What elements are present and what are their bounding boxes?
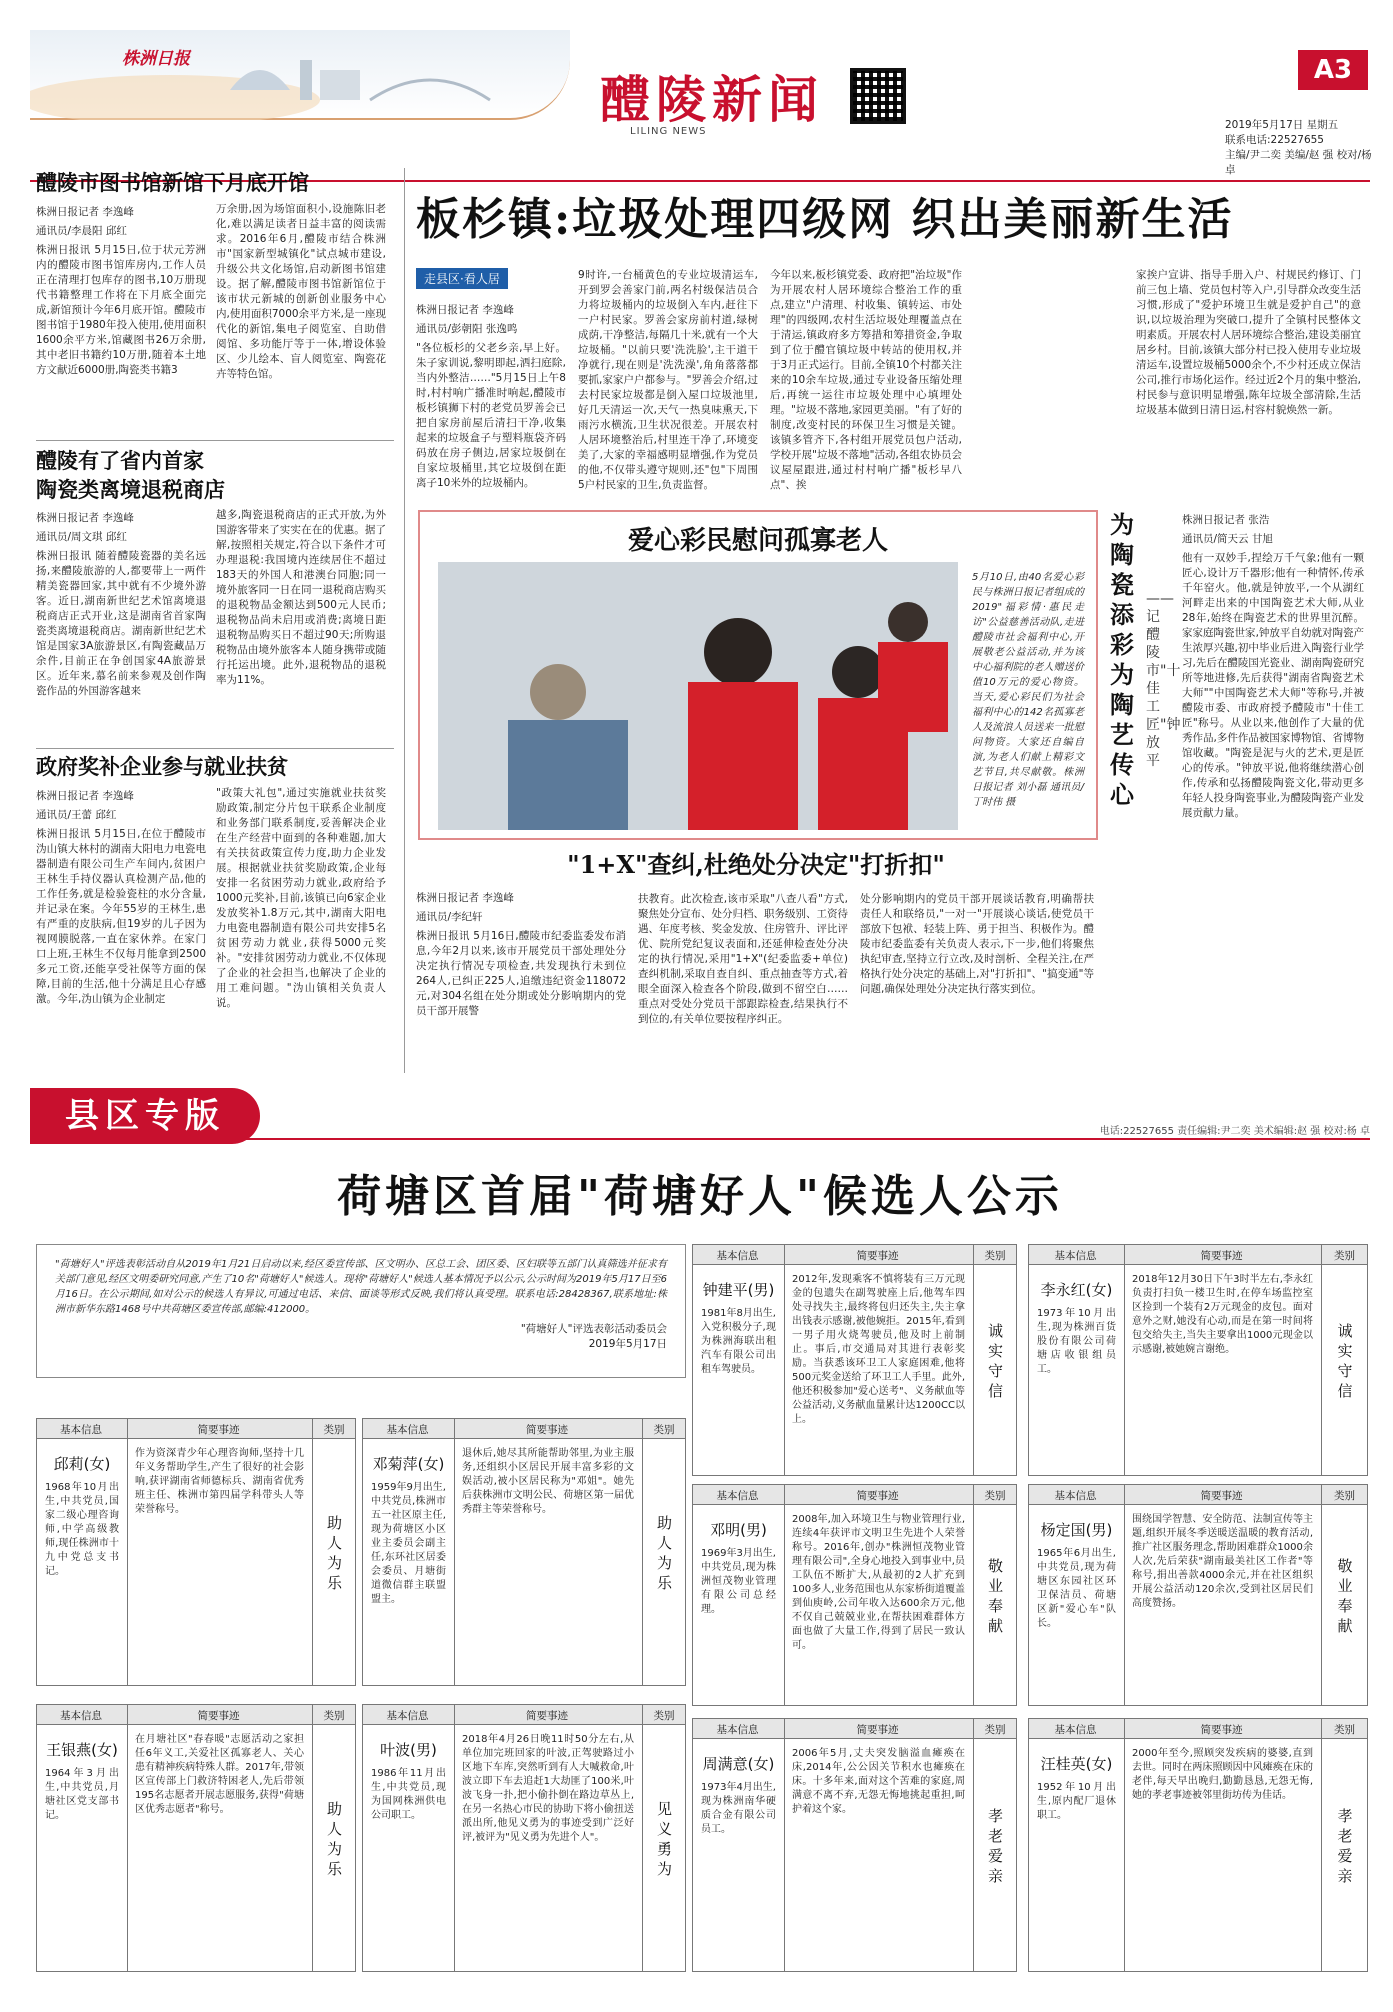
article-body: 株洲日报讯 5月16日,醴陵市纪委监委发布消息,今年2月以来,该市开展党员干部处理处分决定执行情况专项检查,共发现执行未到位264人,已纠正225人,追缴违纪资金118072元,对304名组在处分期或处分影响期内的党员干部开展警: [416, 930, 626, 1017]
table-header: [693, 1245, 1016, 1265]
candidate-name: 邓明(男): [710, 1521, 767, 1539]
table-divider: [1124, 1245, 1125, 1475]
candidate-info: 1952年10月出生,原内配厂退休职工。: [1037, 1782, 1116, 1821]
county-headline: 荷塘区首届"荷塘好人"候选人公示: [337, 1171, 1063, 1222]
candidate-table: [362, 1418, 686, 1686]
table-header: [693, 1719, 1016, 1739]
table-header-cell: 类别: [984, 1490, 1006, 1502]
candidate-category: 助人为乐: [326, 1800, 342, 1878]
article-body: 处分影响期内的党员干部开展谈话教育,明确帮扶责任人和联络员,"一对一"开展谈心谈话,使党员干部放下包袱、轻装上阵、勇于担当、积极作为。醴陵市纪委监委有关负责人表示,下一步,他们将聚焦执纪审查,坚持立行立改,及时剖析、全程关注,在严格执行处分决定的基础上,对"打折扣"、"搞变通"等问题,确保处理处分决定执行落实到位。: [860, 893, 1094, 995]
article-body: 家挨户宣讲、指导手册入户、村规民约修订、门前三包上墙、党员包村等入户,引导群众改变生活习惯,形成了"爱护环境卫生就是爱护自己"的意识,以垃圾治理为突破口,提升了全镇村民整体文明素质。开展农村人居环境综合整治,建设美丽宜居乡村。目前,该镇大部分村已投入使用专业垃圾清运车,设置垃圾桶5000余个,不少村还成立保洁公司,推行市场化运作。经过近2个月的集中整治,村民参与意识明显增强,陈年垃圾全部清除,生活垃圾基本做到日清日运,村容村貌焕然一新。: [1136, 269, 1361, 416]
table-header-cell: 简要事迹: [526, 1710, 568, 1722]
candidate-deed: 作为资深青少年心理咨询师,坚持十几年义务帮助学生,产生了很好的社会影响,获评湖南省师德标兵、湖南省优秀班主任、株洲市第四届学科带头人等荣誉称号。: [135, 1448, 304, 1515]
table-divider: [454, 1419, 455, 1685]
section-contact: 电话:22527655 责任编辑:尹二奕 美术编辑:赵 强 校对:杨 卓: [1099, 1126, 1370, 1137]
table-header: [37, 1705, 355, 1725]
article-title: 为陶瓷添彩 为陶艺传心: [1110, 510, 1134, 809]
table-header-cell: 类别: [1334, 1724, 1355, 1736]
candidate-name: 杨定国(男): [1040, 1521, 1113, 1539]
article-body: 株洲日报讯 5月15日,位于状元芳洲内的醴陵市图书馆库房内,工作人员正在清理打包库存的图书,10万册现代书籍整理工作将在下月底全面完成,新馆预计今年6月底开馆。醴陵市图书馆于1980年投入使用,使用面积1600余平方米,馆藏图书26万余册,其中老旧书籍约10万册,随着本土地方文献近6000册,陶瓷类书籍3: [36, 244, 206, 376]
candidate-info: 1969年3月出生,中共党员,现为株洲恒茂物业管理有限公司总经理。: [701, 1548, 776, 1615]
section-banner: 县区专版: [30, 1088, 260, 1144]
table-divider: [1321, 1485, 1322, 1705]
table-divider: [784, 1485, 785, 1705]
section-tag: 走县区·看人居: [416, 268, 508, 289]
table-header: [1029, 1719, 1367, 1739]
table-divider: [784, 1245, 785, 1475]
byline-correspondent: 通讯员/简天云 甘旭: [1182, 533, 1273, 545]
table-header-cell: 类别: [653, 1424, 675, 1436]
candidate-info: 1964年3月出生,中共党员,月塘社区党支部书记。: [45, 1768, 119, 1821]
table-header-cell: 基本信息: [716, 1490, 759, 1502]
article-body: 万余册,因为场馆面积小,设施陈旧老化,难以满足读者日益丰富的阅读需求。2016年6月,醴陵市结合株洲市"国家新型城镇化"试点城市建设,升级公共文化场馆,启动新图书馆建设。据了解,醴陵市图书馆新馆位于该市状元新城的创新创业服务中心内,使用面积7000余平方米,是一座现代化的新馆,集电子阅览室、自助借阅馆、多功能厅等于一体,增设体验区、少儿绘本、盲人阅览室、陶瓷花卉等特色馆。: [216, 203, 386, 380]
table-header-cell: 简要事迹: [1200, 1250, 1243, 1262]
table-header-cell: 类别: [984, 1250, 1006, 1262]
charity-photo: [438, 562, 958, 830]
table-divider: [1124, 1719, 1125, 1971]
masthead-info: [1225, 118, 1375, 178]
candidate-deed: 2012年,发现乘客不慎将装有三万元现金的包遗失在副驾驶座上后,他驾车四处寻找失主,最终将包归还失主,失主拿出钱表示感谢,被他婉拒。2015年,看到一男子用火烧驾驶员,他及时上前制止。事后,市交通局对其进行表彰奖励。当获悉该环卫工人家庭困难,他将500元奖金送给了环卫工人手里。此外,他还积极参加"爱心送考"、义务献血等公益活动,义务献血量累计达1200CC以上。: [792, 1274, 965, 1425]
table-divider: [1124, 1485, 1125, 1705]
candidate-table: [362, 1704, 686, 1972]
table-header: [363, 1705, 685, 1725]
article-title: 醴陵市图书馆新馆下月底开馆: [36, 170, 309, 195]
candidate-info: 1981年8月出生,入党积极分子,现为株洲海联出租汽车有限公司出租车驾驶员。: [701, 1308, 776, 1375]
table-divider: [454, 1705, 455, 1971]
table-header-cell: 简要事迹: [856, 1490, 899, 1502]
candidate-table: [36, 1704, 356, 1972]
table-header-cell: 简要事迹: [856, 1724, 899, 1736]
banshan-headline-area: [416, 192, 1366, 252]
table-divider: [642, 1419, 643, 1685]
candidate-deed: 2006年5月,丈夫突发脑溢血瘫痪在床,2014年,公公因关节积水也瘫痪在床。十多年来,面对这个苦难的家庭,周满意不离不弃,无怨无悔地挑起重担,呵护着这个家。: [792, 1748, 965, 1815]
article-title: 醴陵有了省内首家 陶瓷类离境退税商店: [36, 448, 225, 502]
candidate-category: 助人为乐: [656, 1514, 672, 1592]
candidate-name: 邱莉(女): [53, 1455, 111, 1473]
table-header: [363, 1419, 685, 1439]
article-body: 今年以来,板杉镇党委、政府把"治垃圾"作为开展农村人居环境综合整治工作的重点,建立"户清理、村收集、镇转运、市处理"的四级网,农村生活垃圾处理覆盖点在于清运,镇政府多方筹措和筹措资金,争取到了位于醴官镇垃圾中转站的使用权,并于3月正式运行。目前,全镇10个村都关注来的10余车垃圾,通过专业设备压缩处理后,再统一运往市垃圾处理中心填埋处理。"垃圾不落地,家园更美丽。"有了好的制度,改变村民的环保卫生习惯是关键。该镇多管齐下,各村组开展党员包户活动,学校开展"垃圾不落地"活动,各组农协员会议屋屋跟进,通过村村响广播"板杉早八点"、挨: [770, 269, 962, 491]
table-divider: [1321, 1245, 1322, 1475]
candidate-table: [692, 1484, 1017, 1706]
column-divider: [404, 168, 405, 1073]
article-oneplusx: [416, 848, 1096, 1070]
candidate-name: 周满意(女): [702, 1755, 775, 1773]
article-library: [36, 168, 394, 438]
masthead: [30, 30, 1370, 180]
byline-reporter: 株洲日报记者 张浩: [1182, 514, 1270, 526]
newspaper-logo: 株洲日报: [122, 49, 190, 69]
issue-date: 2019年5月17日 星期五: [1225, 119, 1339, 131]
table-header: [37, 1419, 355, 1439]
article-charity: [418, 510, 1098, 840]
table-header-cell: 简要事迹: [197, 1424, 240, 1436]
table-divider: [127, 1705, 128, 1971]
article-employment: [36, 752, 394, 1070]
divider: [36, 440, 394, 441]
candidate-category: 孝老爱亲: [1337, 1807, 1353, 1885]
candidate-deed: 2000年至今,照顾突发疾病的婆婆,直到去世。同时在两床照顾因中风瘫痪在床的老伴,每天早出晚归,勤勤恳恳,无怨无悔,她的孝老事迹被邻里街坊传为佳话。: [1132, 1748, 1313, 1801]
candidate-table: [1028, 1244, 1368, 1476]
table-header-cell: 基本信息: [1054, 1250, 1097, 1262]
article-title: 爱心彩民慰问孤寡老人: [627, 526, 888, 556]
table-header-cell: 基本信息: [716, 1250, 759, 1262]
table-header-cell: 基本信息: [1054, 1490, 1097, 1502]
table-header-cell: 类别: [323, 1710, 345, 1722]
candidate-info: 1973年4月出生,现为株洲南华硬质合金有限公司员工。: [701, 1782, 776, 1835]
skyline-illustration: [30, 30, 570, 120]
article-body: 株洲日报讯 5月15日,在位于醴陵市沩山镇大林村的湖南大阳电力电瓷电器制造有限公司生产车间内,贫困户王林生手持仪器认真检测产品,他的工作任务,就是检验瓷柱的水分含量,并记录在案。今年55岁的王林生,患有严重的皮肤病,但19岁的儿子因为视网膜脱落,一直在家休养。在家门口上班,王林生不仅每月能拿到2500多元工资,还能享受社保等方面的保障,目前的生活,他十分满足且心存感激。今年,沩山镇为企业制定: [36, 828, 206, 1005]
table-divider: [642, 1705, 643, 1971]
candidate-category: 助人为乐: [326, 1514, 342, 1592]
masthead-subtitle: LILING NEWS: [630, 126, 707, 137]
table-header-cell: 简要事迹: [1200, 1724, 1243, 1736]
contact-phone: 联系电话:22527655: [1225, 134, 1324, 146]
qr-code-icon: [850, 68, 906, 124]
table-header-cell: 基本信息: [386, 1424, 429, 1436]
table-header-cell: 简要事迹: [526, 1424, 568, 1436]
byline-reporter: 株洲日报记者 李逸峰: [36, 206, 134, 218]
article-title: "1+X"查纠,杜绝处分决定"打折扣": [567, 850, 945, 879]
candidate-table: [36, 1418, 356, 1686]
article-title: 政府奖补企业参与就业扶贫: [36, 754, 288, 779]
candidate-name: 李永红(女): [1040, 1281, 1113, 1299]
candidate-category: 诚实守信: [1337, 1322, 1353, 1400]
notice-date: 2019年5月17日: [588, 1338, 667, 1350]
candidate-info: 1968年10月出生,中共党员,国家二级心理咨询师,中学高级教师,现任株洲市十九中党总支书记。: [45, 1482, 119, 1577]
byline-reporter: 株洲日报记者 李逸峰: [36, 790, 134, 802]
table-header-cell: 类别: [1334, 1490, 1355, 1502]
candidate-table: [692, 1718, 1017, 1972]
candidate-table: [1028, 1718, 1368, 1972]
candidate-name: 邓菊萍(女): [372, 1455, 445, 1473]
byline-reporter: 株洲日报记者 李逸峰: [416, 892, 514, 904]
lead-headline: 板杉镇:垃圾处理四级网 织出美丽新生活: [416, 194, 1234, 245]
table-header-cell: 简要事迹: [197, 1710, 240, 1722]
masthead-title: 醴陵新闻: [600, 70, 824, 129]
candidate-category: 孝老爱亲: [987, 1807, 1003, 1885]
candidate-info: 1973年10月出生,现为株洲百货股份有限公司荷塘店收银组员工。: [1037, 1308, 1116, 1375]
candidate-info: 1986年11月出生,中共党员,现为国网株洲供电公司职工。: [371, 1768, 446, 1821]
table-divider: [784, 1719, 785, 1971]
table-divider: [973, 1485, 974, 1705]
notice-signature: "荷塘好人"评选表彰活动委员会: [520, 1323, 667, 1335]
article-taxfree: [36, 446, 394, 746]
masthead-banner: [30, 30, 570, 120]
byline-correspondent: 通讯员/彭朝阳 张逸鸣: [416, 323, 518, 335]
notice-text: "荷塘好人"评选表彰活动自从2019年1月21日启动以来,经区委宣传部、区文明办、区总工会、团区委、区妇联等五部门认真筛选并征求有关部门意见,经区文明委研究同意,产生了10名"荷塘好人"候选人。现将"荷塘好人"候选人基本情况予以公示,公示时间为2019年5月17日至6月16日。在公示期间,如对公示的候选人有异议,可通过电话、来信、面谈等形式反映,我们将认真受理。联系电话:28428367,联系地址:株洲市新华东路1468号中共荷塘区委宣传部,邮编:412000。: [55, 1259, 667, 1315]
candidate-deed: 2018年12月30日下午3时半左右,李永红负责打扫负一楼卫生时,在停车场监控室区捡到一个装有2万元现金的皮包。面对意外之财,她没有心动,而是在第一时间将包交给失主,当失主要拿出1000元现金以示感谢,被她婉言谢绝。: [1132, 1274, 1313, 1355]
table-divider: [127, 1419, 128, 1685]
table-header-cell: 基本信息: [60, 1710, 102, 1722]
byline-reporter: 株洲日报记者 李逸峰: [416, 304, 514, 316]
table-header-cell: 基本信息: [1054, 1724, 1097, 1736]
byline-correspondent: 通讯员/周文琪 邱红: [36, 531, 127, 543]
candidate-info: 1959年9月出生,中共党员,株洲市五一社区原主任,现为荷塘区小区业主委员会副主任,东环社区居委会委员、月塘街道微信群主联盟盟主。: [371, 1482, 446, 1605]
table-header: [1029, 1485, 1367, 1505]
candidate-category: 敬业奉献: [987, 1557, 1003, 1635]
candidate-name: 钟建平(男): [702, 1281, 775, 1299]
divider: [36, 748, 394, 749]
table-divider: [973, 1245, 974, 1475]
table-header-cell: 基本信息: [716, 1724, 759, 1736]
article-body: "各位板杉的父老乡亲,早上好。朱子家训说,黎明即起,洒扫庭除,当内外整洁……"5月15日上午8时,村村响广播准时响起,醴陵市板杉镇狮下村的老党员罗善会已把自家房前屋后清扫干净,收集起来的垃圾盒子与塑料瓶袋齐码码放在房子侧边,居家垃圾倒在自家垃圾桶里,其它垃圾倒在距离子10米外的垃圾桶内。: [416, 342, 566, 489]
candidate-category: 见义勇为: [656, 1800, 672, 1878]
table-divider: [312, 1419, 313, 1685]
page-number: A3: [1298, 50, 1368, 90]
notice-box: [36, 1244, 686, 1378]
photo-caption: 5月10日,由40名爱心彩民与株洲日报记者组成的2019"福彩情·惠民走访"公益慈善活动队,走进醴陵市社会福利中心,开展敬老公益活动,并为该中心福利院的老人赠送价值10万元的爱心物资。当天,爱心彩民们为社会福利中心的142名孤寡老人及流浪人员送来一批慰问物资。大家还自编自演,为老人们献上精彩文艺节目,共尽献敬。株洲日报记者 刘小磊 通讯员/丁时伟 摄: [972, 572, 1084, 808]
table-header-cell: 基本信息: [386, 1710, 429, 1722]
candidate-table: [1028, 1484, 1368, 1706]
article-body: "政策大礼包",通过实施就业扶贫奖励政策,制定分片包干联系企业制度和业务部门联系制度,妥善解决企业在生产经营中面到的各种难题,加大有关扶贫政策宣传力度,助力企业发展。根据就业扶贫奖励政策,企业每安排一名贫困劳动力就业,政府给予1000元奖补,目前,该镇已向6家企业发放奖补1.8万元,其中,湖南大阳电力电瓷电器制造有限公司共安排5名贫困劳动力就业,获得5000元奖补。"安排贫困劳动力就业,不仅体现了企业的社会担当,也解决了企业的用工难问题。"沩山镇相关负责人说。: [216, 787, 386, 1009]
section-rule: [30, 1138, 1370, 1140]
byline-reporter: 株洲日报记者 李逸峰: [36, 512, 134, 524]
table-header-cell: 类别: [984, 1724, 1006, 1736]
byline-correspondent: 通讯员/李晨阳 邱红: [36, 225, 127, 237]
candidate-name: 叶波(男): [380, 1741, 437, 1759]
article-body: 他有一双妙手,捏绘万千气象;他有一颗匠心,设计万千器形;他有一种情怀,传承千年窑火。他,就是钟放平,一个从湖红河畔走出来的中国陶瓷艺术大师,从业28年,始终在陶瓷艺术的世界里沉醉。家家庭陶瓷世家,钟放平自幼就对陶瓷产生浓厚兴趣,初中毕业后进入陶瓷行业学习,先后在醴陵国光瓷业、湖南陶瓷研究所等地进修,先后获得"湖南省陶瓷艺术大师""中国陶瓷艺术大师"等称号,并被醴陵市委、市政府授予醴陵市"十佳工匠"称号。从业以来,他创作了大量的优秀作品,多件作品被国家博物馆、省博物馆收藏。"陶瓷是泥与火的艺术,更是匠心的传承。"钟放平说,他将继续潜心创作,传承和弘扬醴陵陶瓷文化,带动更多年轻人投身陶瓷事业,为醴陵陶瓷产业发展贡献力量。: [1182, 552, 1364, 819]
candidate-name: 汪桂英(女): [1040, 1755, 1113, 1773]
article-body: 9时许,一台桶黄色的专业垃圾清运车,开到罗会善家门前,两名村级保洁员合力将垃圾桶内的垃圾倒入车内,赶往下一户村民家。罗善会家房前村道,绿树成荫,干净整洁,每隔几十米,就有一个大垃圾桶。"以前只要'洗洗脸',主干道干净就行,现在则是'洗洗澡',角角落落都要抓,家家户户都参与。"罗善会介绍,过去村民家垃圾都是倒入屋口垃圾池里,好几天清运一次,天气一热臭味熏天,下雨污水横流,卫生状况很差。开展农村人居环境整治后,村里连干净了,环境变美了,大家的幸福感明显增强,作为党员的他,不仅带头遵守规则,还"包"下周围5户村民家的卫生,负责监督。: [578, 269, 758, 491]
candidate-category: 敬业奉献: [1337, 1557, 1353, 1635]
table-header-cell: 简要事迹: [856, 1250, 899, 1262]
table-header-cell: 类别: [653, 1710, 675, 1722]
byline-correspondent: 通讯员/李纪轩: [416, 911, 483, 923]
candidate-category: 诚实守信: [987, 1322, 1003, 1400]
article-body: 越多,陶瓷退税商店的正式开放,为外国游客带来了实实在在的优惠。据了解,按照相关规定,符合以下条件才可办理退税:我国境内连续居住不超过183天的外国人和港澳台同胞;同一境外旅客同一日在同一退税商店购买的退税物品金额达到500元人民币;退税物品尚未启用或消费;离境日距退税物品购买日不超过90天;所购退税物品由境外旅客本人随身携带或随行托运出境。此外,退税物品的退税率为11%。: [216, 509, 386, 686]
byline-correspondent: 通讯员/王蕾 邱红: [36, 809, 117, 821]
editors-line: 主编/尹二奕 美编/赵 强 校对/杨 卓: [1225, 149, 1372, 176]
table-header-cell: 简要事迹: [1200, 1490, 1243, 1502]
table-header-cell: 基本信息: [60, 1424, 102, 1436]
candidate-deed: 2018年4月26日晚11时50分左右,从单位加完班回家的叶波,正驾驶路过小区地下车库,突然听到有人大喊救命,叶波立即下车去追赶1大劫匪了100米,叶波飞身一扑,把小偷扑倒在路边草丛上,在另一名热心市民的协助下将小偷扭送派出所,他见义勇为的事迹受到广泛好评,被评为"见义勇为先进个人"。: [462, 1734, 634, 1843]
article-subtitle: ——记醴陵市"十佳工匠"钟放平: [1146, 591, 1181, 769]
table-header: [1029, 1245, 1367, 1265]
article-body: 株洲日报讯 随着醴陵瓷器的美名远扬,来醴陵旅游的人,都要带上一两件精美瓷器回家,其中就有不少境外游客。近日,湖南新世纪艺术馆离境退税商店正式开业,这是湖南省首家陶瓷类离境退税商店。湖南新世纪艺术馆是国家3A旅游景区,有陶瓷藏品万余件,目前正在争创国家4A旅游景区。近年来,慕名前来参观及创作陶瓷作品的外国游客越来: [36, 550, 206, 697]
table-header-cell: 类别: [1334, 1250, 1355, 1262]
table-divider: [1321, 1719, 1322, 1971]
candidate-table: [692, 1244, 1017, 1476]
candidate-deed: 2008年,加入环境卫生与物业管理行业,连续4年获评市文明卫生先进个人荣誉称号。2016年,创办"株洲恒茂物业管理有限公司",全身心地投入到事业中,员工队伍不断扩大,从最初的2人扩充到100多人,业务范围也从东家桥街道覆盖到仙庾岭,公司年收入达600余万元,他不仅自己兢兢业业,在帮扶困难群体方面也做了大量工作,得到了居民一致认可。: [792, 1514, 965, 1651]
article-artisan: [1106, 510, 1366, 1070]
table-header: [693, 1485, 1016, 1505]
candidate-info: 1965年6月出生,中共党员,现为荷塘区东园社区环卫保洁员、荷塘区新"爱心车"队长。: [1037, 1548, 1116, 1629]
table-divider: [973, 1719, 974, 1971]
candidate-deed: 退休后,她尽其所能帮助邻里,为业主服务,还组织小区居民开展丰富多彩的文娱活动,被小区居民称为"邓姐"。她先后获株洲市文明公民、荷塘区第一届优秀群主等荣誉称号。: [462, 1448, 634, 1515]
candidate-name: 王银燕(女): [46, 1741, 118, 1759]
table-divider: [312, 1705, 313, 1971]
candidate-deed: 围绕国学智慧、安全防范、法制宣传等主题,组织开展冬季送暖送温暖的教育活动,推广社区服务理念,帮助困难群众1000余人次,先后荣获"湖南最美社区工作者"等称号,捐出善款4000余元,并在社区组织开展公益活动120余次,受到社区居民们高度赞扬。: [1132, 1514, 1313, 1609]
article-body: 扶教育。此次检查,该市采取"八查八看"方式,聚焦处分宣布、处分归档、职务级别、工资待遇、年度考核、奖金发放、住房管升、评比评优、院所党纪复议表面和,还延伸检查处分决定的执行情况,采用"1+X"(纪委监委+单位)查纠机制,采取自查自纠、重点抽查等方式,着眼全面深入检查各个阶段,做到不留空白……重点对受处分党员干部跟踪检查,结果执行不到位的,有关单位要按程序纠正。: [638, 893, 848, 1025]
article-banshan: [416, 268, 1366, 508]
photo-figures: [438, 562, 958, 830]
table-header-cell: 类别: [323, 1424, 345, 1436]
candidate-deed: 在月塘社区"春春暖"志愿活动之家担任6年义工,关爱社区孤寡老人、关心患有精神疾病特殊人群。2017年,带领区宣传部上门救济特困老人,先后带领195名志愿者开展志愿服务,获得"荷塘区优秀志愿者"称号。: [135, 1734, 304, 1815]
